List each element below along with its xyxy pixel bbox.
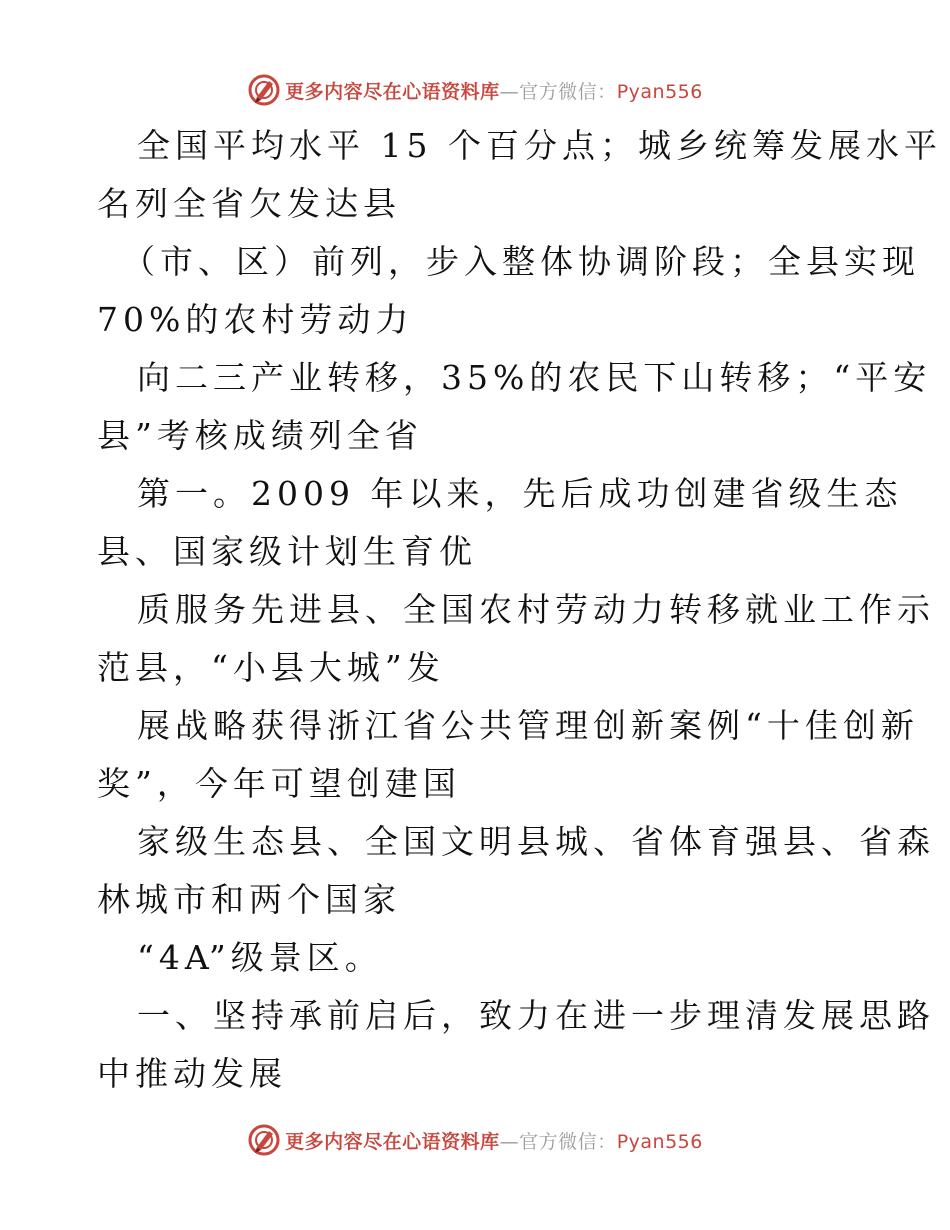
body-line: 林城市和两个国家 xyxy=(97,880,401,919)
footer-watermark xyxy=(0,1120,950,1160)
body-line: 范县，“小县大城”发 xyxy=(97,648,445,687)
body-line: 奖”，今年可望创建国 xyxy=(97,764,461,803)
body-line: 一、坚持承前启后，致力在进一步理清发展思路 xyxy=(137,996,935,1035)
body-line: 家级生态县、全国文明县城、省体育强县、省森 xyxy=(137,822,935,861)
body-line: 县、国家级计划生育优 xyxy=(97,532,477,571)
body-line: 中推动发展 xyxy=(97,1054,287,1093)
pen-logo-icon xyxy=(247,73,281,107)
body-line: 名列全省欠发达县 xyxy=(97,184,401,223)
body-line: “4A”级景区。 xyxy=(137,938,383,977)
body-line: 向二三产业转移，35%的农民下山转移；“平安 xyxy=(137,358,932,397)
pen-logo-icon xyxy=(247,1123,281,1157)
body-line: 县”考核成绩列全省 xyxy=(97,416,423,455)
body-line: 质服务先进县、全国农村劳动力转移就业工作示 xyxy=(137,590,935,629)
body-line: 70%的农村劳动力 xyxy=(97,300,414,339)
body-line: 全国平均水平 15 个百分点；城乡统筹发展水平 xyxy=(137,126,942,165)
body-line: 展战略获得浙江省公共管理创新案例“十佳创新 xyxy=(137,706,919,745)
body-line: （市、区）前列，步入整体协调阶段；全县实现 xyxy=(122,242,920,281)
header-watermark xyxy=(0,70,950,110)
watermark-text: 更多内容尽在心语资料库—官方微信：Pyan556 xyxy=(285,80,703,103)
watermark-text: 更多内容尽在心语资料库—官方微信：Pyan556 xyxy=(285,1130,703,1153)
body-line: 第一。2009 年以来，先后成功创建省级生态 xyxy=(137,474,903,513)
